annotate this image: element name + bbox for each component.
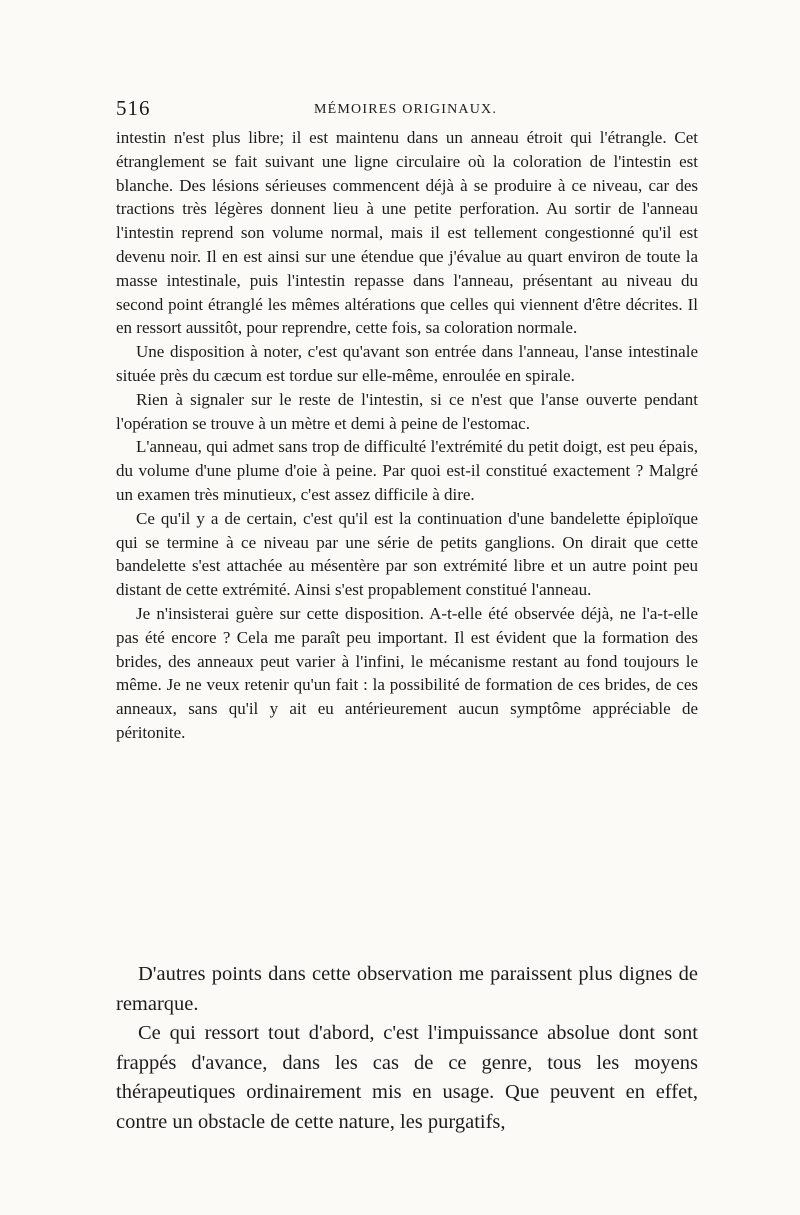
paragraph: Ce qu'il y a de certain, c'est qu'il est la continuation d'une bandelette épiploïque qui se termine à ce niveau par une série de petits ganglions. On dirait que cette bandelette s'est attachée au mésentère par son extrémité libre et un autre point peu distant de cette extrémité. Ainsi s'est propablement constitué l'anneau.	[116, 508, 698, 600]
paragraph: Une disposition à noter, c'est qu'avant son entrée dans l'anneau, l'anse intestinale située près du cæcum est tordue sur elle-même, enroulée en spirale.	[116, 342, 698, 385]
running-title: MÉMOIRES ORIGINAUX.	[314, 102, 498, 117]
body-text-small	[116, 126, 698, 745]
paragraph: intestin n'est plus libre; il est maintenu dans un anneau étroit qui l'étrangle. Cet étranglement se fait suivant une ligne circulaire où la coloration de l'intestin est blanche. Des lésions sérieuses commencent déjà à se produire à ce niveau, car des tractions très légères donnent lieu à une petite perforation. Au sortir de l'anneau l'intestin reprend son volume normal, mais il est tellement congestionné qu'il est devenu noir. Il en est ainsi sur une étendue que j'évalue au quart environ de toute la masse intestinale, puis l'intestin repasse dans l'anneau, présentant au niveau du second point étranglé les mêmes altérations que celles qui viennent d'être décrites. Il en ressort aussitôt, pour reprendre, cette fois, sa coloration normale.	[116, 128, 698, 338]
paragraph: L'anneau, qui admet sans trop de difficulté l'extrémité du petit doigt, est peu épais, du volume d'une plume d'oie à peine. Par quoi est-il constitué exactement ? Malgré un examen très minutieux, c'est assez difficile à dire.	[116, 437, 698, 504]
body-text-large	[116, 960, 698, 1137]
page-number: 516	[116, 96, 151, 120]
paragraph: D'autres points dans cette observation me paraissent plus dignes de remarque.	[116, 963, 698, 1015]
paragraph: Je n'insisterai guère sur cette disposition. A-t-elle été observée déjà, ne l'a-t-elle pas été encore ? Cela me paraît peu important. Il est évident que la formation des brides, des anneaux peut varier à l'infini, le mécanisme restant au fond toujours le même. Je ne veux retenir qu'un fait : la possibilité de formation de ces brides, de ces anneaux, sans qu'il y ait eu antérieurement aucun symptôme appréciable de péritonite.	[116, 603, 698, 742]
page-header	[116, 96, 696, 124]
paragraph: Rien à signaler sur le reste de l'intestin, si ce n'est que l'anse ouverte pendant l'opération se trouve à un mètre et demi à peine de l'estomac.	[116, 389, 698, 433]
paragraph: Ce qui ressort tout d'abord, c'est l'impuissance absolue dont sont frappés d'avance, dans les cas de ce genre, tous les moyens thérapeutiques ordinairement mis en usage. Que peuvent en effet, contre un obstacle de cette nature, les purgatifs,	[116, 1022, 698, 1133]
